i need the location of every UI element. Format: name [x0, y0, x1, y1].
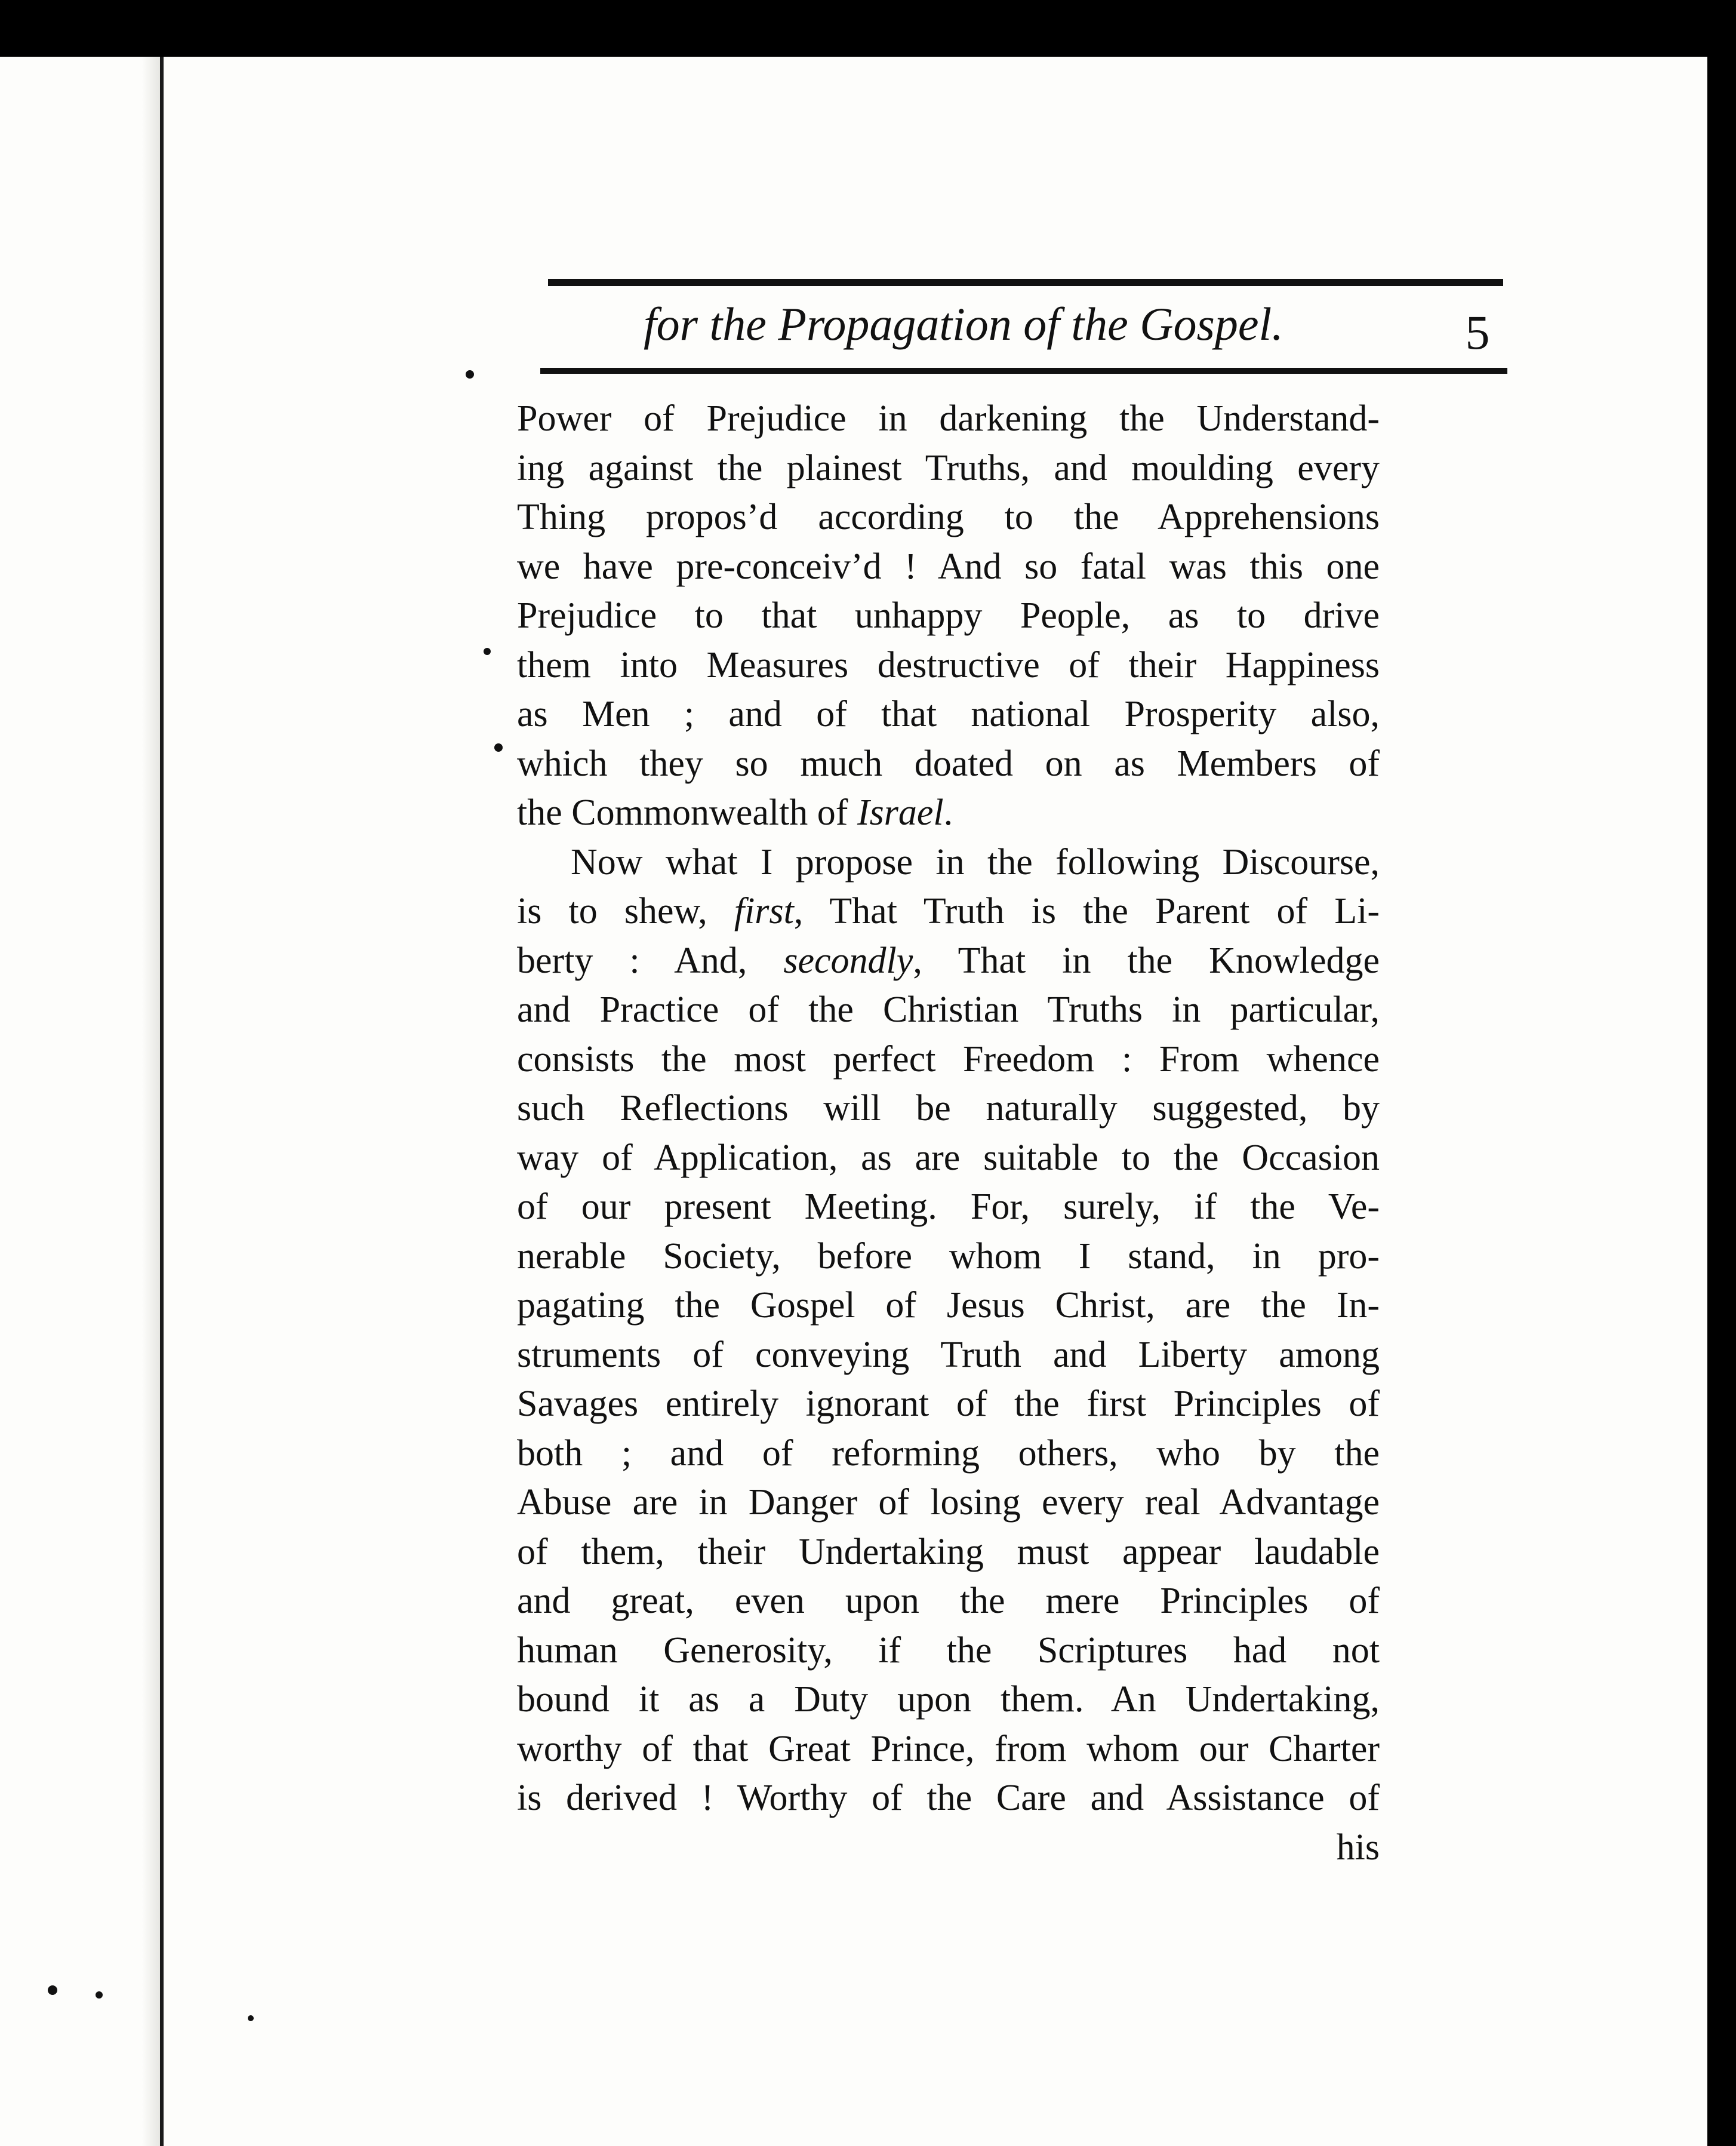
text-line — [517, 591, 1380, 641]
page-number: 5 — [1465, 305, 1490, 359]
text-line — [517, 1330, 1380, 1380]
text-run: which they so much doated on as Members of — [517, 743, 1380, 784]
text-run: human Generosity, if the Scriptures had not — [517, 1630, 1380, 1671]
text-line — [517, 1724, 1380, 1774]
text-run: them into Measures destructive of their Happiness — [517, 644, 1380, 685]
text-run: is derived ! Worthy of the Care and Assistance of — [517, 1778, 1380, 1818]
text-run: . — [943, 792, 953, 833]
ink-speck — [466, 370, 474, 379]
text-line — [517, 1232, 1380, 1281]
right-edge-shadow — [1707, 57, 1736, 2146]
text-line — [517, 1379, 1380, 1429]
text-run: bound it as a Duty upon them. An Undertaking, — [517, 1679, 1380, 1720]
text-line — [517, 985, 1380, 1035]
text-line — [517, 1675, 1380, 1724]
text-run: Abuse are in Danger of losing every real Advantage — [517, 1482, 1380, 1523]
text-run: and great, even upon the mere Principles of — [517, 1581, 1380, 1621]
text-run: way of Application, as are suitable to the Occasion — [517, 1137, 1380, 1178]
text-line — [517, 444, 1380, 493]
text-line — [517, 1133, 1380, 1183]
text-run: Thing propos’d according to the Apprehensions — [517, 497, 1380, 537]
text-line — [517, 641, 1380, 690]
text-run: as Men ; and of that national Prosperity also, — [517, 694, 1380, 734]
text-line — [517, 1626, 1380, 1675]
text-line — [517, 690, 1380, 739]
text-line — [517, 1773, 1380, 1823]
ink-speck — [494, 743, 503, 752]
text-run: ing against the plainest Truths, and moulding every — [517, 447, 1380, 488]
ink-speck — [96, 1991, 103, 1999]
text-line — [517, 936, 1380, 986]
text-line — [517, 1478, 1380, 1527]
text-line — [517, 1084, 1380, 1133]
text-line — [517, 887, 1380, 936]
text-run: Prejudice to that unhappy People, as to drive — [517, 595, 1380, 636]
italic-word: secondly — [783, 940, 913, 981]
text-run: of them, their Undertaking must appear laudable — [517, 1531, 1380, 1572]
italic-word: first — [734, 891, 794, 931]
text-line — [517, 542, 1380, 592]
text-run: consists the most perfect Freedom : From whence — [517, 1038, 1380, 1080]
text-line — [517, 1182, 1380, 1232]
text-run: worthy of that Great Prince, from whom our Charter — [517, 1728, 1380, 1769]
text-run: berty : And, — [517, 940, 784, 981]
text-run: struments of conveying Truth and Liberty among — [517, 1334, 1380, 1375]
text-run: , That in the Knowledge — [913, 940, 1380, 981]
text-run: such Reflections will be naturally suggested, by — [517, 1088, 1380, 1129]
header-rule-bottom — [540, 368, 1507, 374]
text-run: Now what I propose in the following Discourse, — [571, 841, 1380, 883]
gutter-edge — [160, 57, 164, 2146]
running-head: for the Propagation of the Gospel. — [644, 298, 1283, 350]
ink-speck — [48, 1985, 57, 1995]
ink-speck — [248, 2015, 254, 2021]
text-line — [517, 493, 1380, 542]
text-run: and Practice of the Christian Truths in particular, — [517, 989, 1380, 1030]
text-run: of our present Meeting. For, surely, if the Ve- — [517, 1186, 1380, 1227]
text-line — [517, 838, 1380, 887]
body-text — [517, 394, 1380, 1872]
text-line — [517, 1527, 1380, 1577]
text-run: nerable Society, before whom I stand, in pro- — [517, 1235, 1380, 1277]
text-run: we have pre-conceiv’d ! And so fatal was this one — [517, 546, 1380, 587]
text-run: Power of Prejudice in darkening the Understand- — [517, 398, 1380, 439]
gutter-shade — [142, 57, 160, 2146]
text-line — [517, 1429, 1380, 1478]
text-line — [517, 1281, 1380, 1330]
italic-word: Israel — [857, 792, 944, 833]
text-run: pagating the Gospel of Jesus Christ, are the In- — [517, 1285, 1380, 1326]
text-line — [517, 739, 1380, 789]
text-line — [517, 1035, 1380, 1084]
text-line — [517, 1576, 1380, 1626]
text-run: is to shew, — [517, 891, 734, 931]
text-run: Savages entirely ignorant of the first Principles of — [517, 1383, 1380, 1424]
ink-speck — [484, 648, 491, 655]
text-line — [517, 394, 1380, 444]
catchword: his — [1336, 1827, 1380, 1868]
text-run: the Commonwealth of — [517, 792, 857, 833]
text-run: both ; and of reforming others, who by the — [517, 1432, 1380, 1474]
text-line — [517, 788, 1380, 838]
text-run: , That Truth is the Parent of Li- — [793, 891, 1380, 931]
